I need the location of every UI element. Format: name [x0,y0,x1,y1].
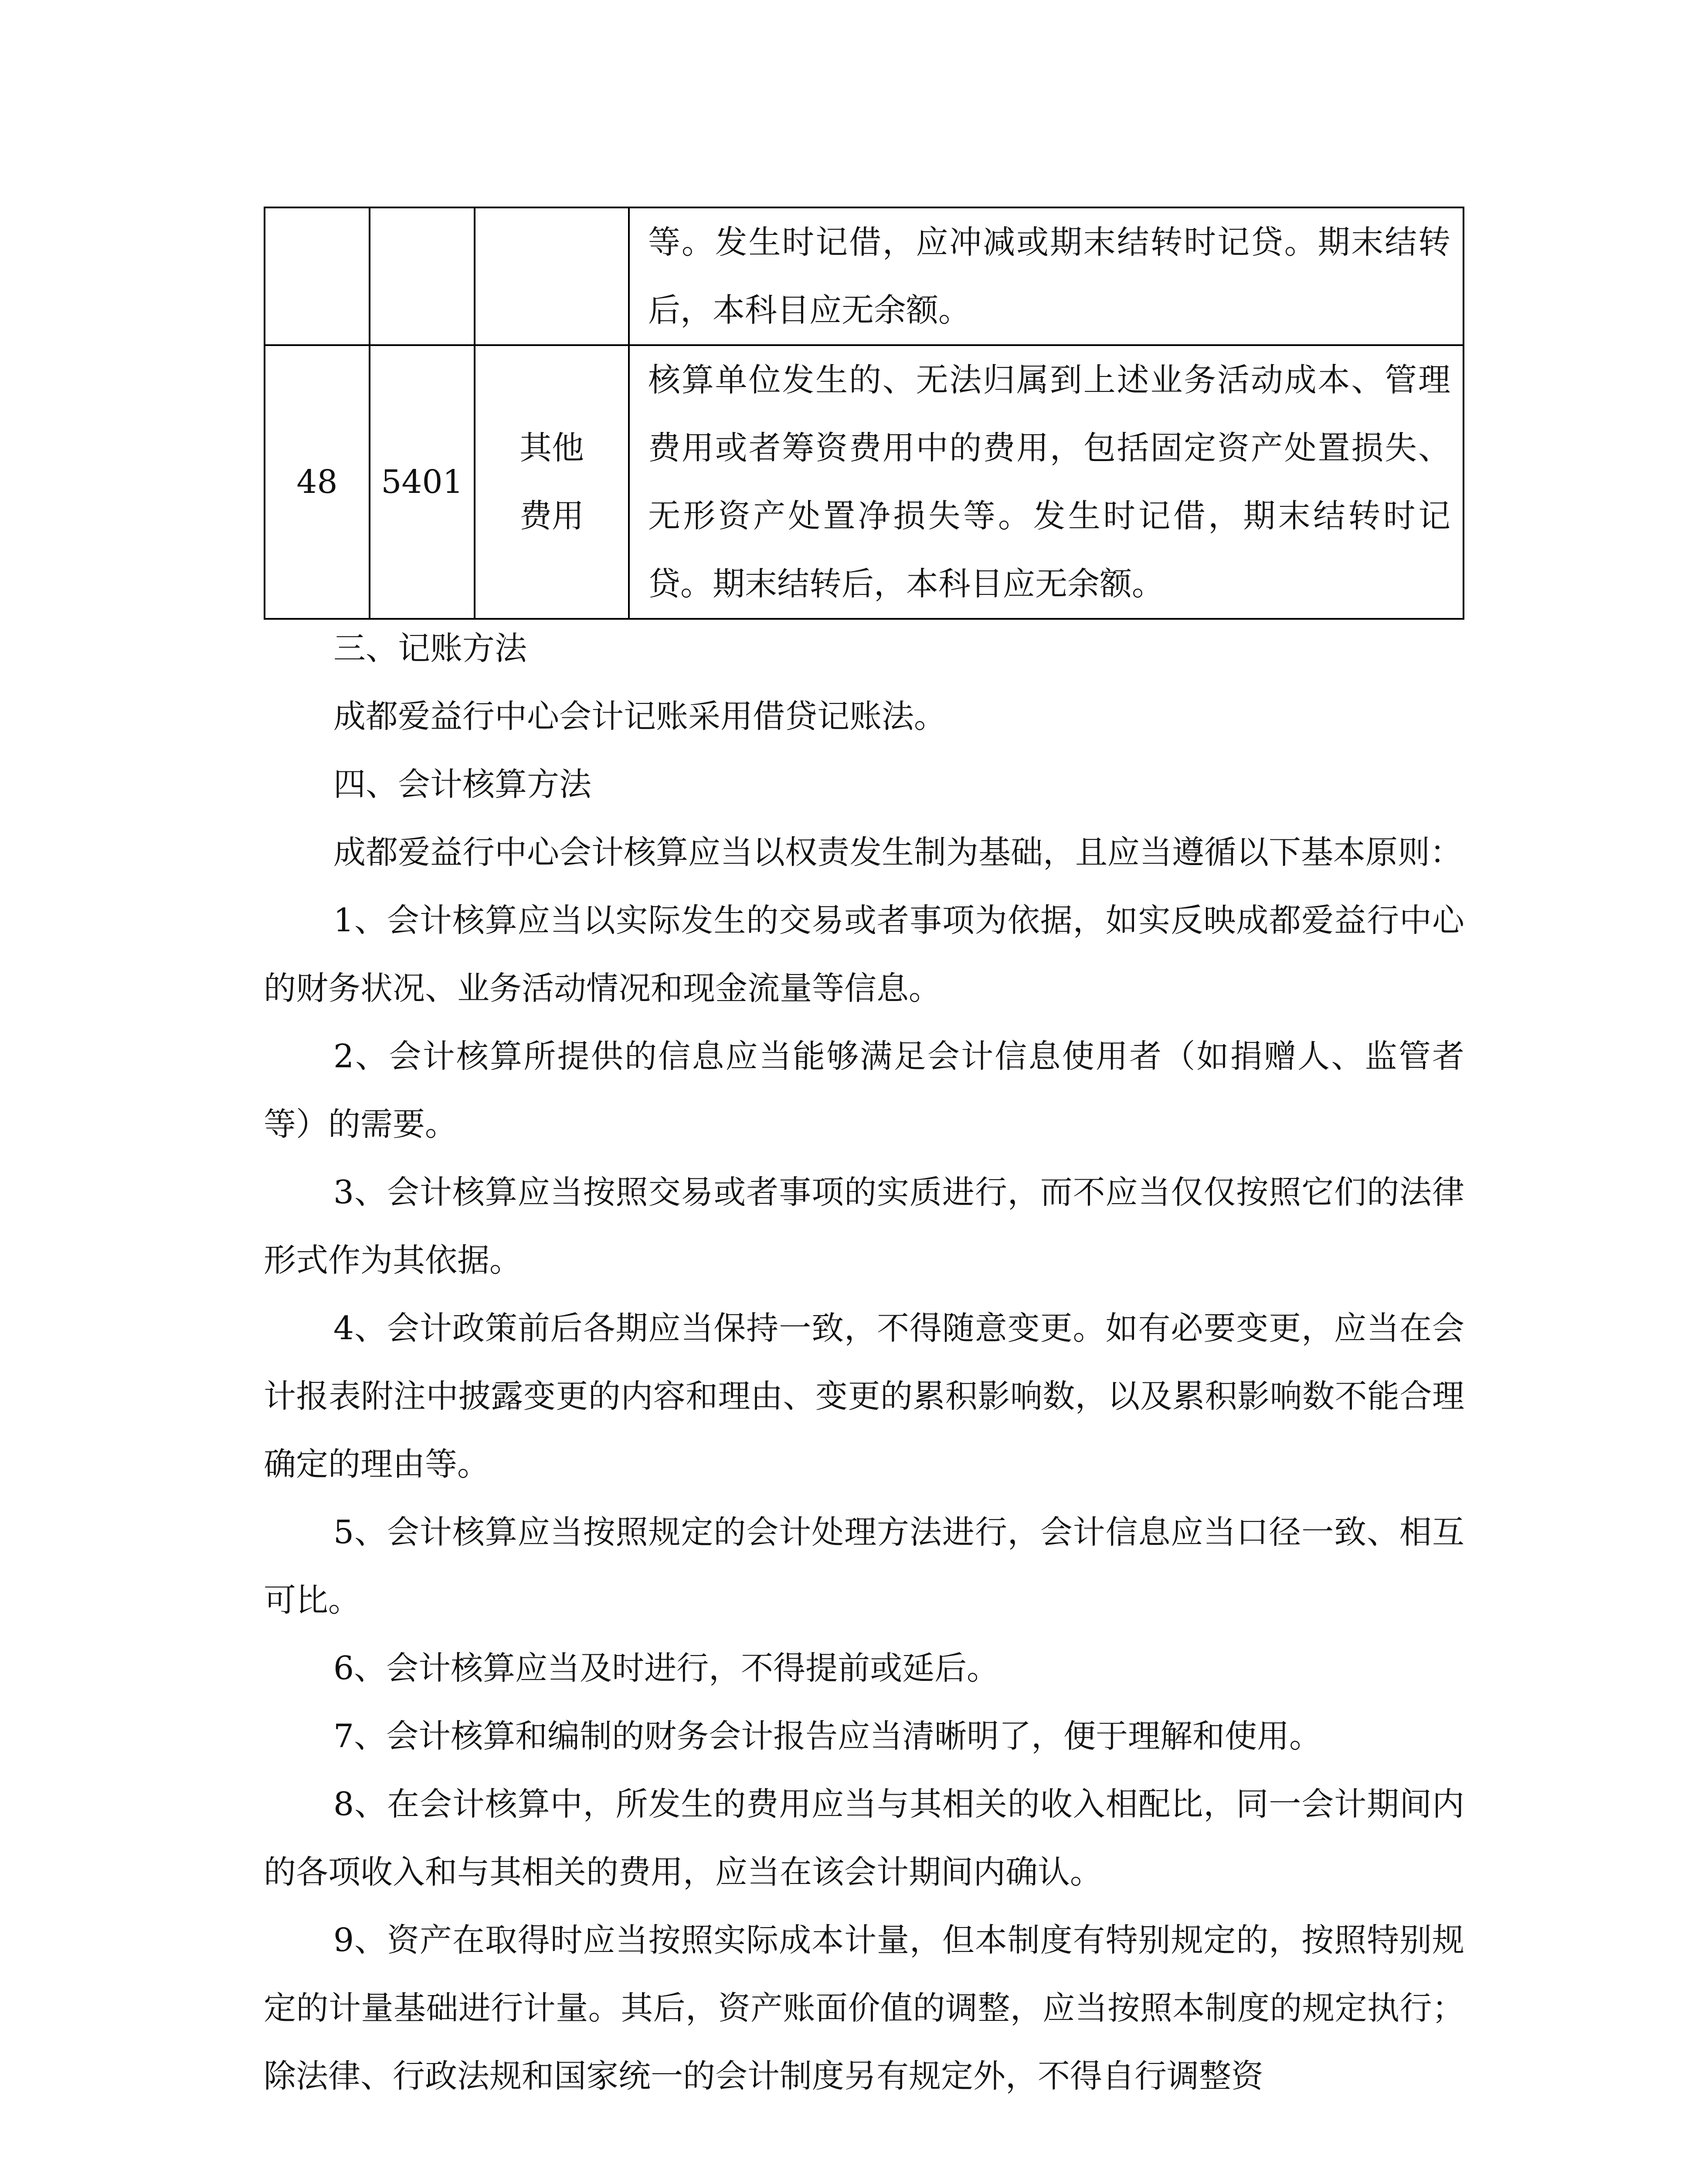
principle-item: 6、会计核算应当及时进行，不得提前或延后。 [333,1650,999,1687]
account-table [264,207,1464,620]
principle-item: 3、会计核算应当按照交易或者事项的实质进行，而不应当仅仅按照它们的法律形式作为其依据。 [264,1174,1464,1279]
table-row [265,207,1464,345]
account-name-cell [475,345,629,619]
document-body [264,614,1464,2110]
account-description-cell: 核算单位发生的、无法归属到上述业务活动成本、管理费用或者筹资费用中的费用，包括固定资产处置损失、无形资产处置净损失等。发生时记借，期末结转时记贷。期末结转后，本科目应无余额。 [629,345,1464,619]
account-name-line: 费用 [520,497,584,535]
account-name-cell [475,207,629,345]
row-number-cell: 48 [265,345,370,619]
principle-item: 4、会计政策前后各期应当保持一致，不得随意变更。如有必要变更，应当在会计报表附注中披露变更的内容和理由、变更的累积影响数，以及累积影响数不能合理确定的理由等。 [264,1310,1464,1483]
account-code-cell [370,207,475,345]
account-code-cell: 5401 [370,345,475,619]
principle-item: 5、会计核算应当按照规定的会计处理方法进行，会计信息应当口径一致、相互可比。 [264,1514,1464,1619]
section-heading-bookkeeping: 三、记账方法 [333,630,527,667]
paragraph: 成都爱益行中心会计记账采用借贷记账法。 [333,698,946,735]
account-name-line: 其他 [520,429,584,467]
principle-item: 9、资产在取得时应当按照实际成本计量，但本制度有特别规定的，按照特别规定的计量基础进行计量。其后，资产账面价值的调整，应当按照本制度的规定执行；除法律、行政法规和国家统一的会计制度另有规定外，不得自行调整资 [264,1921,1464,2095]
table-row [265,345,1464,619]
row-number-cell [265,207,370,345]
principle-item: 1、会计核算应当以实际发生的交易或者事项为依据，如实反映成都爱益行中心的财务状况、业务活动情况和现金流量等信息。 [264,902,1464,1007]
section-heading-accounting-methods: 四、会计核算方法 [333,766,591,803]
principle-item: 7、会计核算和编制的财务会计报告应当清晰明了，便于理解和使用。 [333,1717,1322,1755]
principle-item: 2、会计核算所提供的信息应当能够满足会计信息使用者（如捐赠人、监管者等）的需要。 [264,1038,1464,1143]
account-description-cell: 等。发生时记借，应冲减或期末结转时记贷。期末结转后，本科目应无余额。 [629,207,1464,345]
principle-item: 8、在会计核算中，所发生的费用应当与其相关的收入相配比，同一会计期间内的各项收入和与其相关的费用，应当在该会计期间内确认。 [264,1785,1464,1891]
paragraph: 成都爱益行中心会计核算应当以权责发生制为基础，且应当遵循以下基本原则： [333,834,1462,871]
